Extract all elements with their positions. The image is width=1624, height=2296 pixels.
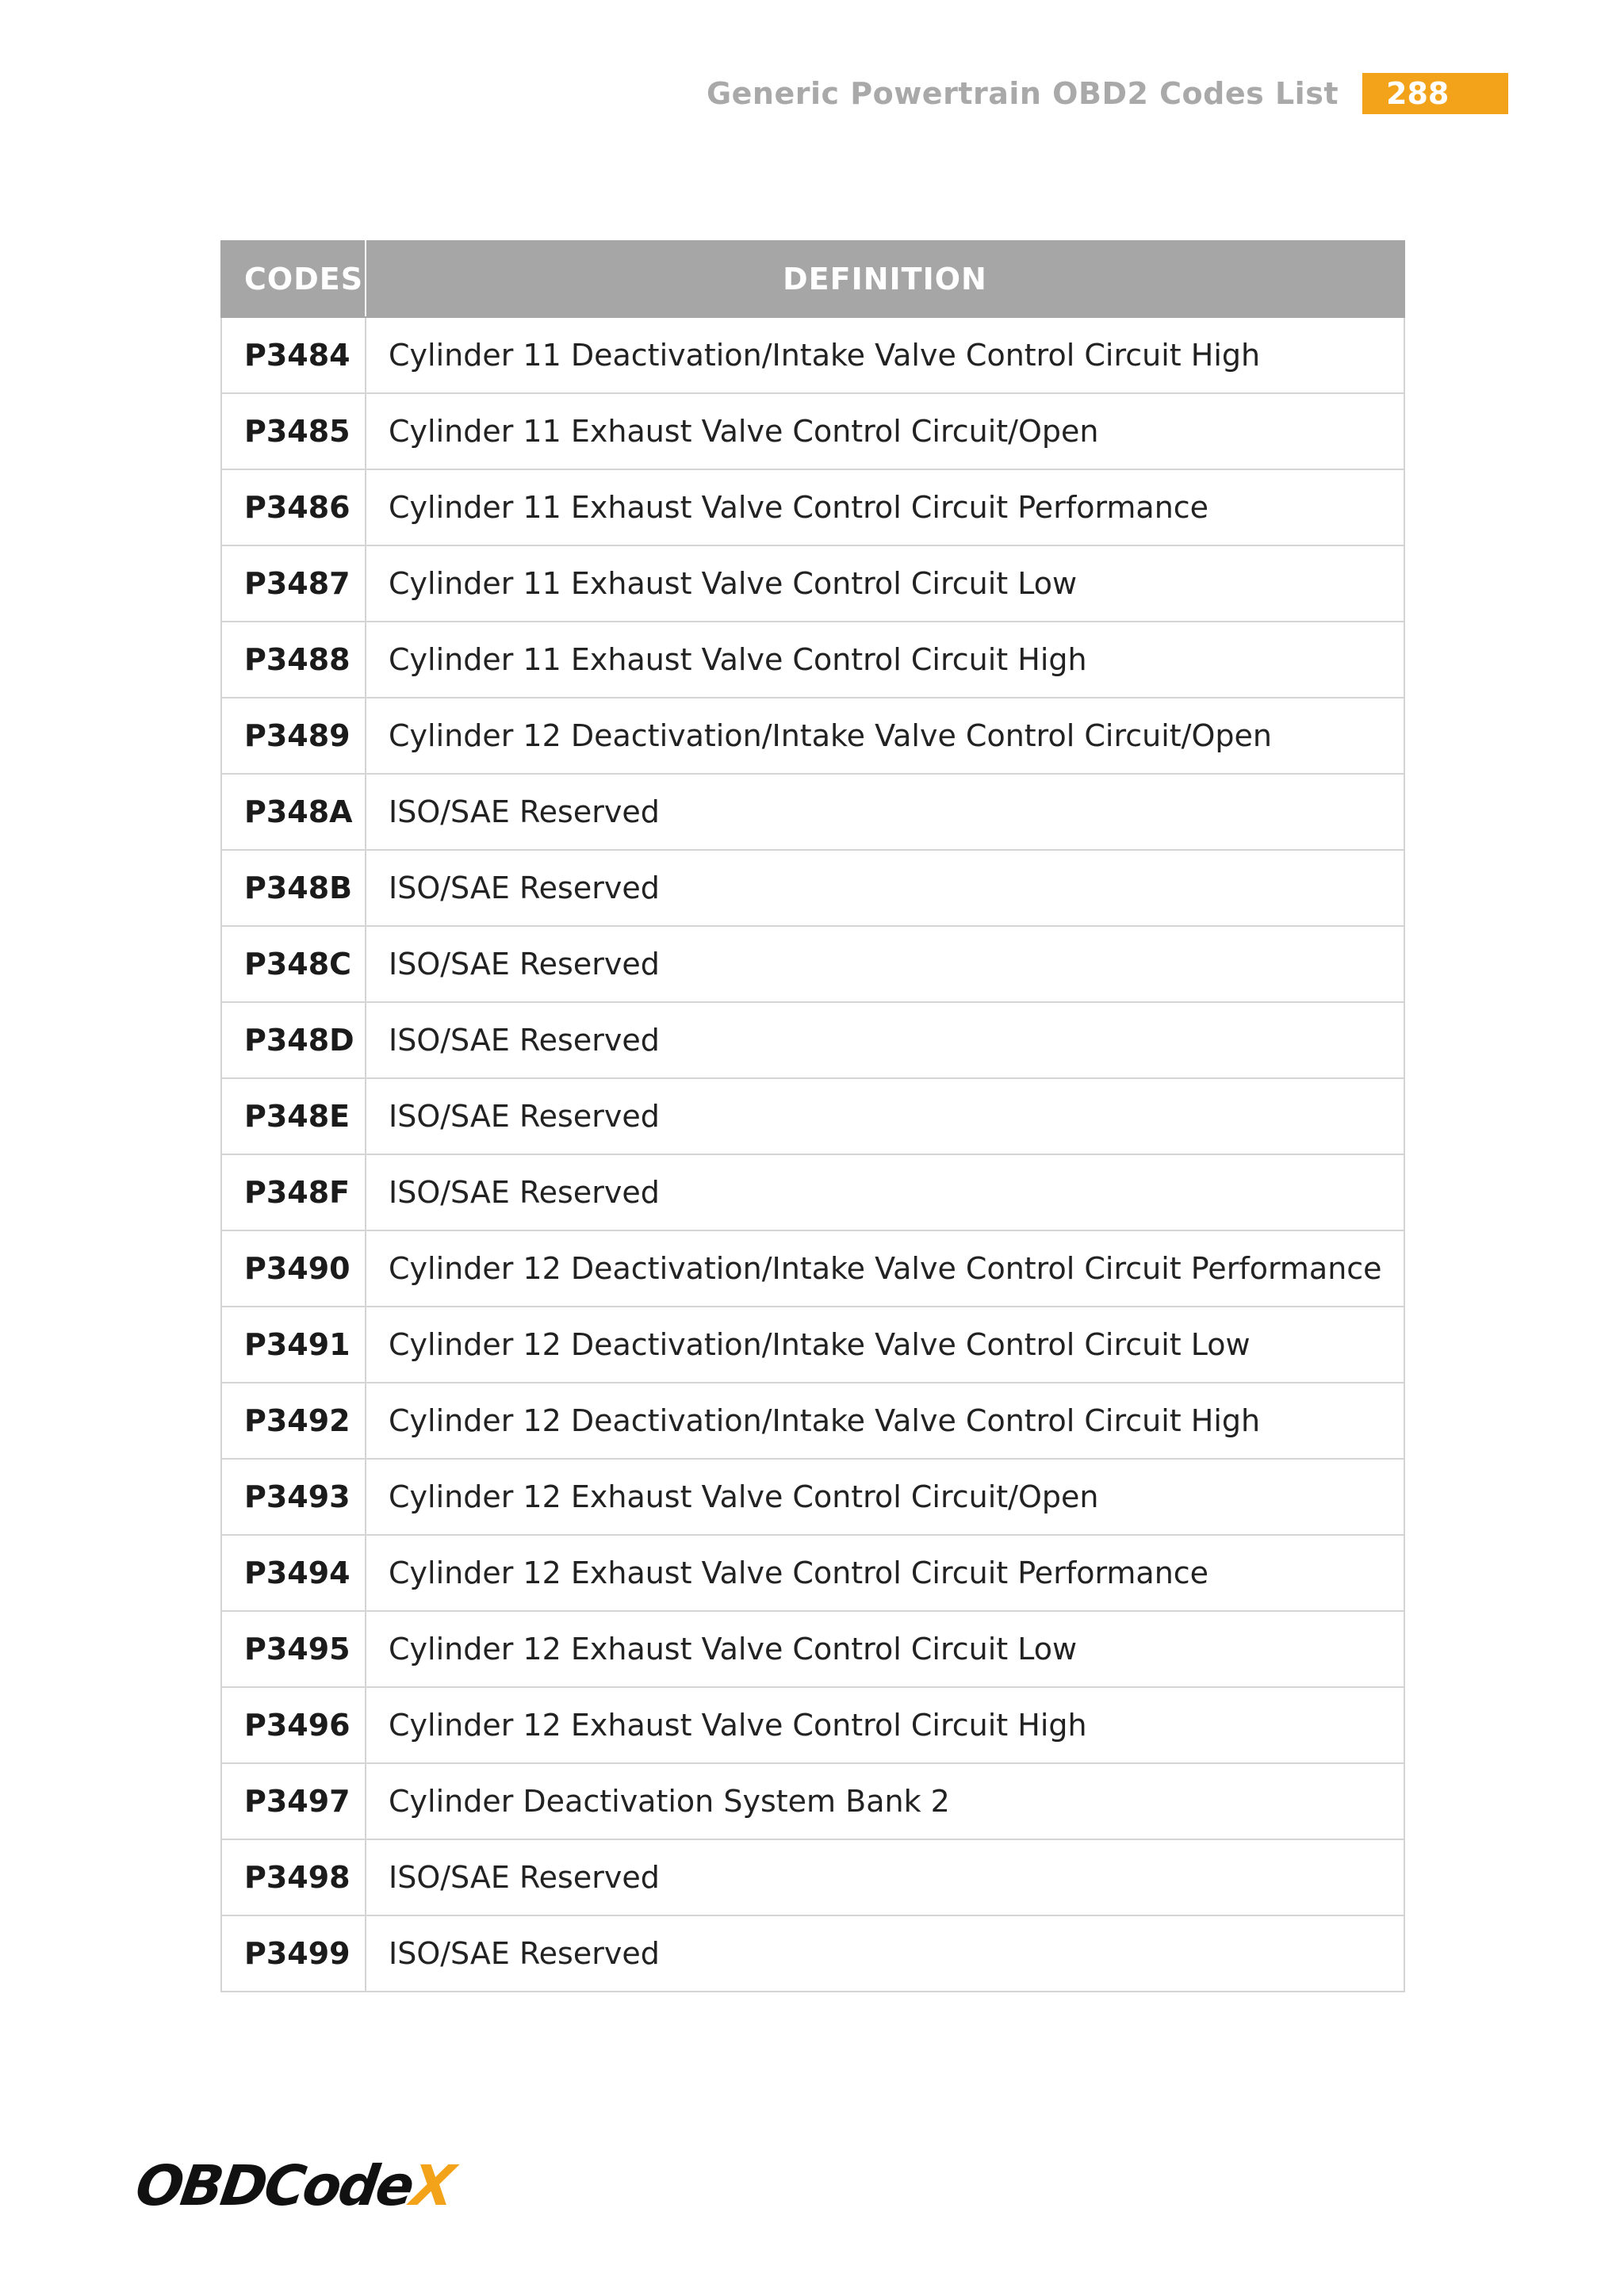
table-header-row	[221, 241, 1404, 317]
definition-cell: Cylinder 12 Exhaust Valve Control Circuit Performance	[366, 1535, 1404, 1611]
code-cell: P3499	[221, 1915, 366, 1992]
table-row	[221, 1611, 1404, 1687]
table-row	[221, 698, 1404, 774]
definition-cell: Cylinder 11 Deactivation/Intake Valve Control Circuit High	[366, 317, 1404, 393]
code-cell: P3492	[221, 1383, 366, 1459]
code-cell: P348F	[221, 1154, 366, 1230]
logo-accent: X	[407, 2153, 457, 2218]
code-cell: P3495	[221, 1611, 366, 1687]
code-cell: P3494	[221, 1535, 366, 1611]
table-row	[221, 1002, 1404, 1078]
column-header-definition: DEFINITION	[366, 241, 1404, 317]
code-cell: P3490	[221, 1230, 366, 1307]
code-cell: P3498	[221, 1839, 366, 1915]
code-cell: P3489	[221, 698, 366, 774]
definition-cell: ISO/SAE Reserved	[366, 1839, 1404, 1915]
definition-cell: ISO/SAE Reserved	[366, 1002, 1404, 1078]
table-row	[221, 1154, 1404, 1230]
table-row	[221, 1383, 1404, 1459]
table-row	[221, 1839, 1404, 1915]
table-row	[221, 1459, 1404, 1535]
definition-cell: ISO/SAE Reserved	[366, 926, 1404, 1002]
definition-cell: Cylinder 12 Exhaust Valve Control Circuit High	[366, 1687, 1404, 1763]
document-title: Generic Powertrain OBD2 Codes List	[706, 76, 1339, 111]
code-cell: P348C	[221, 926, 366, 1002]
code-cell: P3488	[221, 622, 366, 698]
definition-cell: Cylinder 11 Exhaust Valve Control Circuit Low	[366, 545, 1404, 622]
definition-cell: Cylinder 12 Deactivation/Intake Valve Control Circuit Performance	[366, 1230, 1404, 1307]
table-body	[221, 317, 1404, 1992]
obdcodex-logo	[132, 2153, 457, 2218]
definition-cell: Cylinder 11 Exhaust Valve Control Circuit High	[366, 622, 1404, 698]
code-cell: P348A	[221, 774, 366, 850]
table-row	[221, 1915, 1404, 1992]
table-row	[221, 317, 1404, 393]
table-row	[221, 926, 1404, 1002]
definition-cell: ISO/SAE Reserved	[366, 774, 1404, 850]
code-cell: P3487	[221, 545, 366, 622]
table-row	[221, 1763, 1404, 1839]
definition-cell: Cylinder 12 Exhaust Valve Control Circuit Low	[366, 1611, 1404, 1687]
page-number-badge: 288	[1362, 73, 1508, 114]
definition-cell: Cylinder 11 Exhaust Valve Control Circuit/Open	[366, 393, 1404, 469]
definition-cell: Cylinder 12 Deactivation/Intake Valve Control Circuit Low	[366, 1307, 1404, 1383]
table-row	[221, 1307, 1404, 1383]
table-row	[221, 1535, 1404, 1611]
definition-cell: Cylinder Deactivation System Bank 2	[366, 1763, 1404, 1839]
definition-cell: ISO/SAE Reserved	[366, 1915, 1404, 1992]
definition-cell: Cylinder 12 Deactivation/Intake Valve Control Circuit High	[366, 1383, 1404, 1459]
table-row	[221, 469, 1404, 545]
code-cell: P3496	[221, 1687, 366, 1763]
table-row	[221, 850, 1404, 926]
code-cell: P348B	[221, 850, 366, 926]
definition-cell: Cylinder 12 Exhaust Valve Control Circuit/Open	[366, 1459, 1404, 1535]
definition-cell: ISO/SAE Reserved	[366, 1078, 1404, 1154]
table-row	[221, 393, 1404, 469]
codes-table	[220, 240, 1405, 1992]
code-cell: P348E	[221, 1078, 366, 1154]
code-cell: P3484	[221, 317, 366, 393]
definition-cell: ISO/SAE Reserved	[366, 1154, 1404, 1230]
definition-cell: ISO/SAE Reserved	[366, 850, 1404, 926]
table-row	[221, 1078, 1404, 1154]
code-cell: P3491	[221, 1307, 366, 1383]
page-header	[707, 73, 1508, 114]
table-row	[221, 545, 1404, 622]
table-row	[221, 622, 1404, 698]
code-cell: P3493	[221, 1459, 366, 1535]
column-header-codes: CODES	[221, 241, 366, 317]
logo-text: OBDCode	[132, 2153, 416, 2218]
definition-cell: Cylinder 12 Deactivation/Intake Valve Control Circuit/Open	[366, 698, 1404, 774]
definition-cell: Cylinder 11 Exhaust Valve Control Circuit Performance	[366, 469, 1404, 545]
code-cell: P348D	[221, 1002, 366, 1078]
code-cell: P3486	[221, 469, 366, 545]
code-cell: P3485	[221, 393, 366, 469]
table-row	[221, 1687, 1404, 1763]
code-cell: P3497	[221, 1763, 366, 1839]
table-row	[221, 774, 1404, 850]
table-row	[221, 1230, 1404, 1307]
